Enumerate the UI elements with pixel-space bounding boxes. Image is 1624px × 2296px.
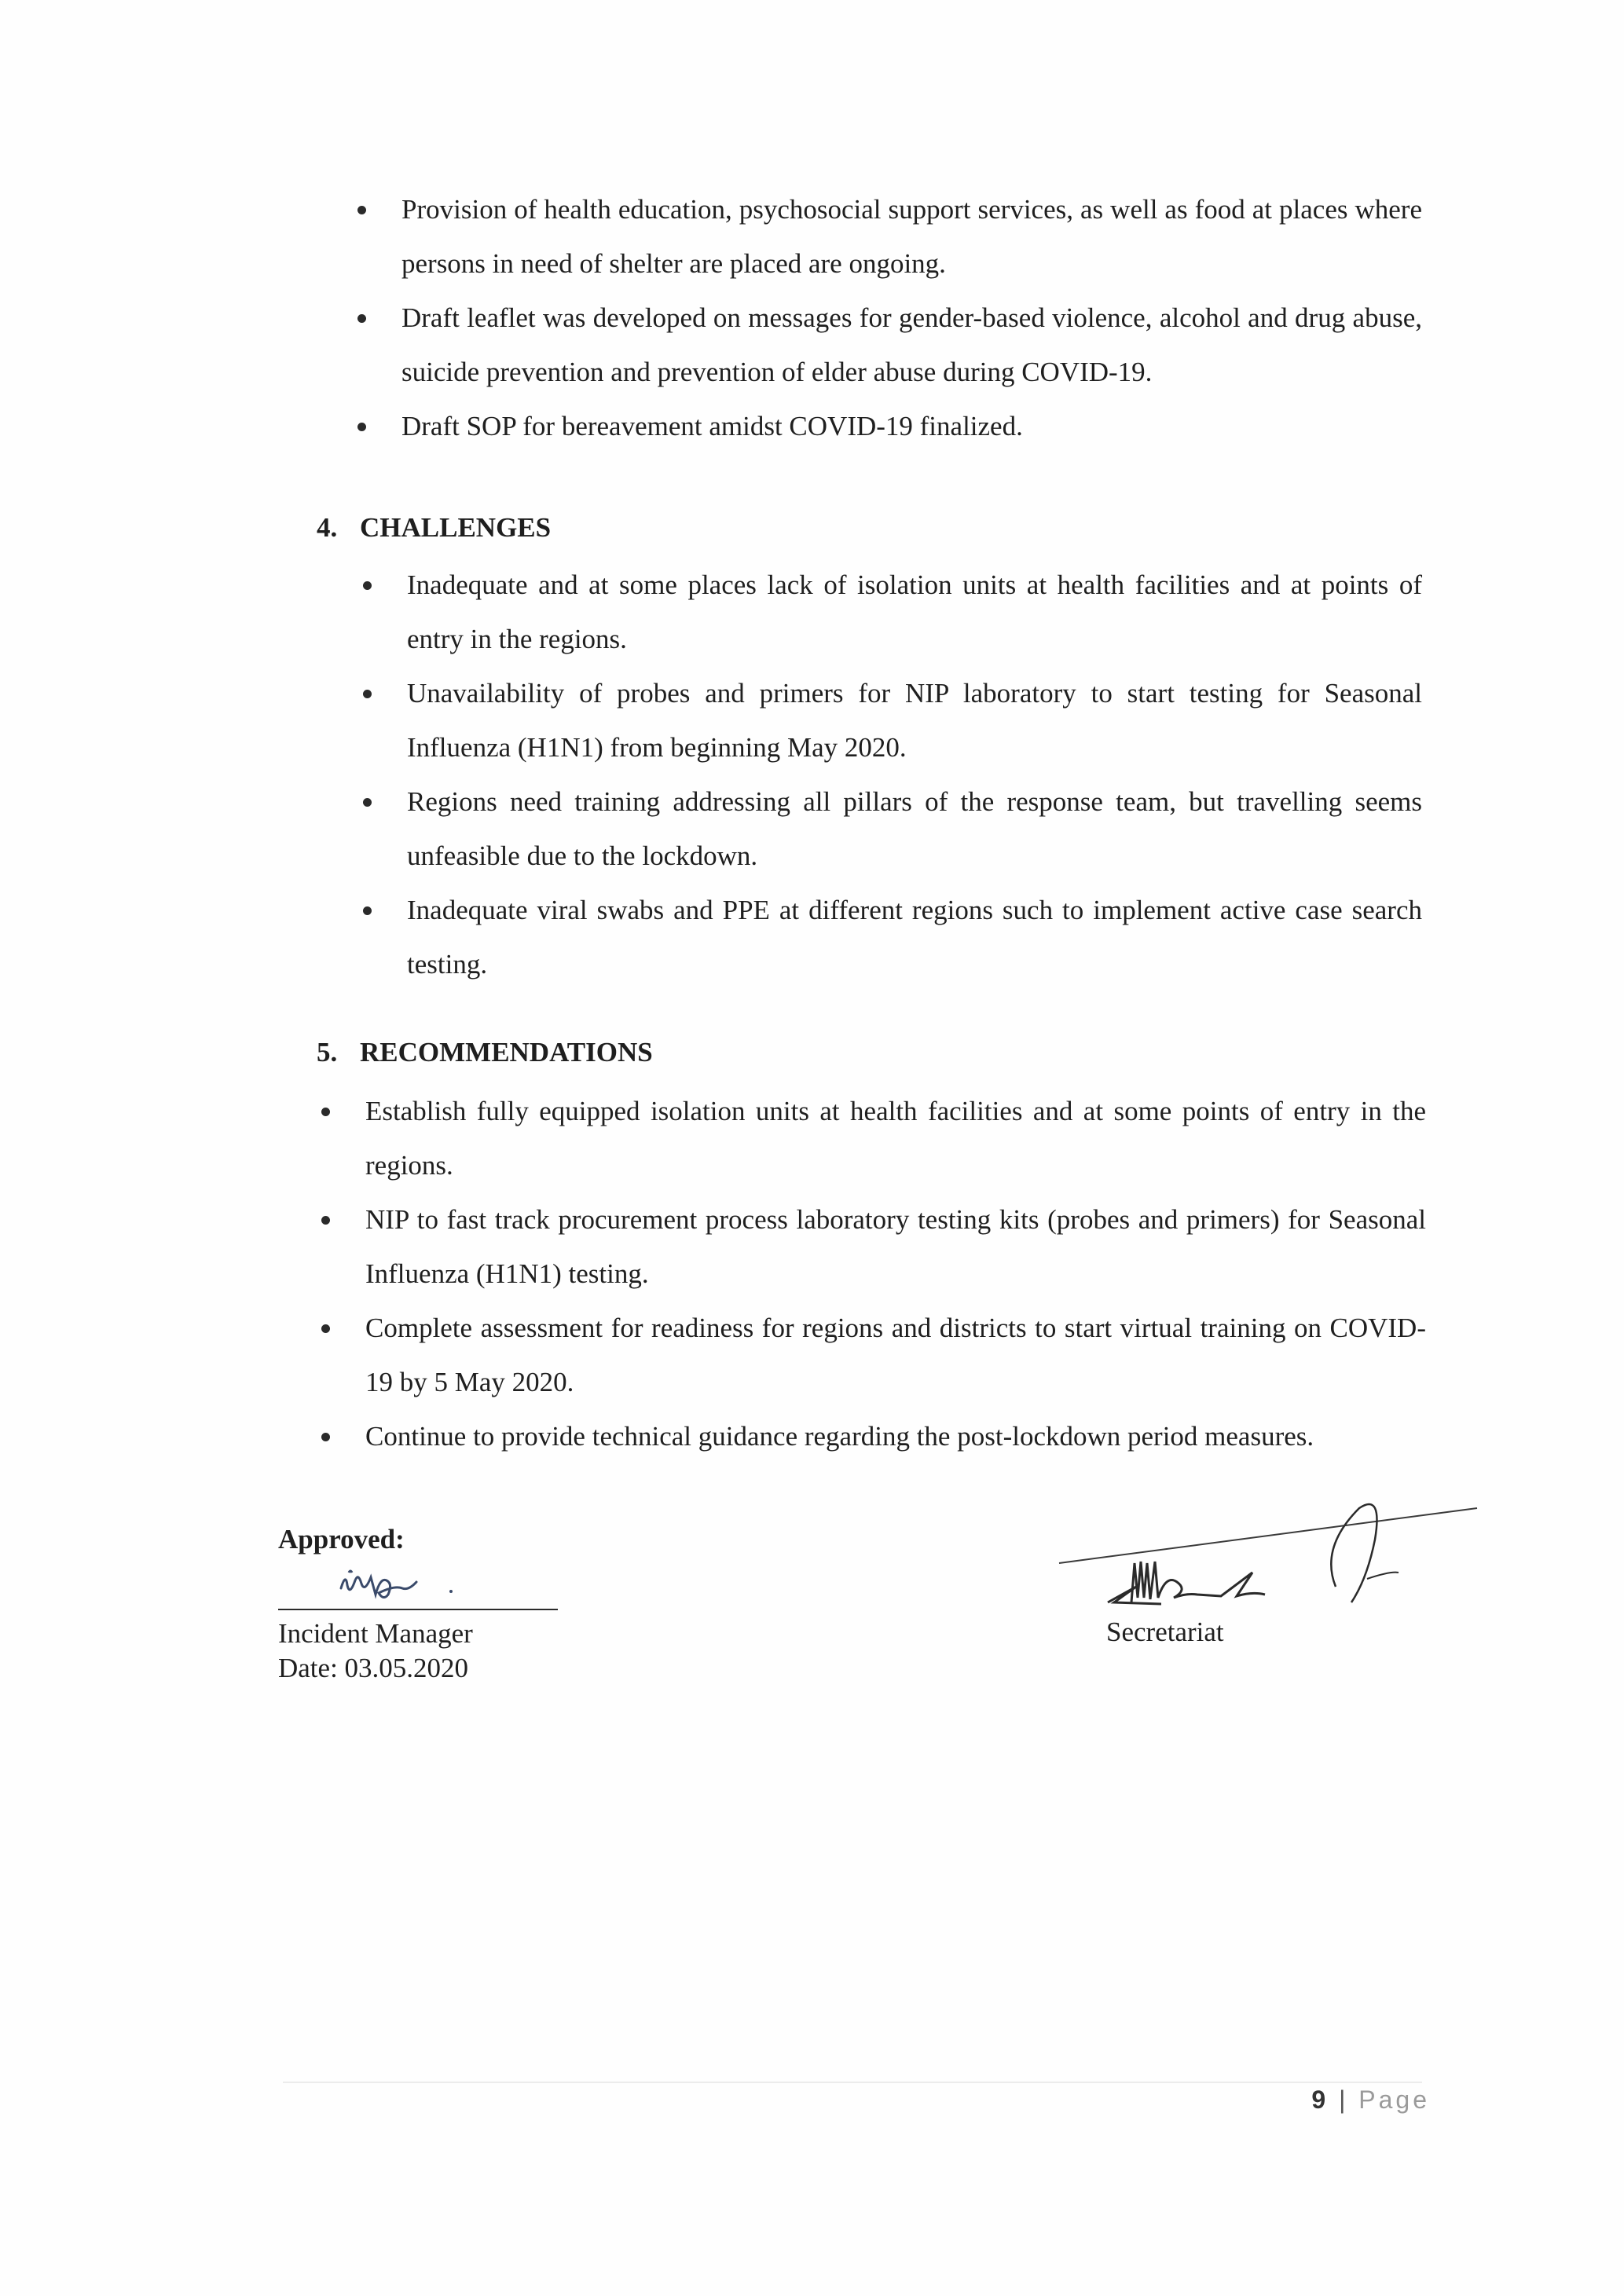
section-number: 5. [317, 1037, 338, 1067]
list-item-text: Inadequate and at some places lack of isolation units at health facilities and at points of entry in the regions. [407, 569, 1422, 654]
top-bullet-list [401, 182, 1422, 453]
challenges-heading [317, 512, 551, 544]
incident-manager-signature-icon [333, 1557, 482, 1612]
list-item [365, 1301, 1426, 1409]
approved-date: Date: 03.05.2020 [278, 1653, 469, 1683]
list-item [365, 1192, 1426, 1301]
footer-divider [283, 2082, 1422, 2083]
recommendations-heading [317, 1037, 653, 1068]
page-word: Page [1358, 2085, 1430, 2114]
section-title: CHALLENGES [360, 512, 552, 543]
page-number-value: 9 [1311, 2085, 1329, 2114]
bullet-icon [363, 581, 372, 590]
secretariat-signature-icon [1053, 1485, 1493, 1634]
list-item-text: Draft leaflet was developed on messages for gender-based violence, alcohol and drug abuse, suicide prevention and prevention of elder abuse during COVID-19. [401, 302, 1422, 387]
signature-line [278, 1609, 558, 1610]
list-item-text: Establish fully equipped isolation units at health facilities and at some points of entry in the regions. [365, 1096, 1426, 1181]
approved-role: Incident Manager [278, 1618, 473, 1649]
list-item-text: Unavailability of probes and primers for NIP laboratory to start testing for Seasonal Influenza (H1N1) from beginning May 2020. [407, 678, 1422, 763]
list-item [365, 1084, 1426, 1192]
list-item-text: Continue to provide technical guidance regarding the post-lockdown period measures. [365, 1421, 1314, 1452]
bullet-icon [357, 206, 366, 214]
bullet-icon [321, 1433, 330, 1441]
approval-block [278, 1524, 561, 1683]
list-item-text: NIP to fast track procurement process laboratory testing kits (probes and primers) for Seasonal Influenza (H1N1) testing. [365, 1204, 1426, 1289]
challenges-list [407, 558, 1422, 991]
bullet-icon [357, 314, 366, 323]
page-number-separator: | [1339, 2085, 1349, 2114]
secretariat-label: Secretariat [1106, 1617, 1224, 1647]
list-item [401, 399, 1422, 453]
section-title: RECOMMENDATIONS [360, 1037, 653, 1067]
secretariat-block [1053, 1485, 1493, 1647]
approved-label: Approved: [278, 1524, 405, 1554]
bullet-icon [363, 690, 372, 698]
list-item-text: Draft SOP for bereavement amidst COVID-19 finalized. [401, 411, 1023, 441]
bullet-icon [357, 423, 366, 431]
bullet-icon [321, 1324, 330, 1333]
list-item [407, 558, 1422, 666]
page-number [1311, 2085, 1430, 2115]
list-item-text: Inadequate viral swabs and PPE at different regions such to implement active case search testing. [407, 895, 1422, 980]
bullet-icon [321, 1216, 330, 1225]
list-item [365, 1409, 1426, 1463]
bullet-icon [363, 906, 372, 915]
list-item [407, 883, 1422, 991]
list-item [407, 666, 1422, 774]
recommendations-list [365, 1084, 1426, 1463]
bullet-icon [321, 1108, 330, 1116]
list-item-text: Provision of health education, psychosocial support services, as well as food at places where persons in need of shelter are placed are ongoing. [401, 194, 1422, 279]
section-number: 4. [317, 512, 338, 543]
list-item [407, 774, 1422, 883]
list-item-text: Complete assessment for readiness for regions and districts to start virtual training on COVID-19 by 5 May 2020. [365, 1313, 1426, 1397]
bullet-icon [363, 798, 372, 807]
list-item [401, 291, 1422, 399]
list-item [401, 182, 1422, 291]
list-item-text: Regions need training addressing all pillars of the response team, but travelling seems unfeasible due to the lockdown. [407, 786, 1422, 871]
